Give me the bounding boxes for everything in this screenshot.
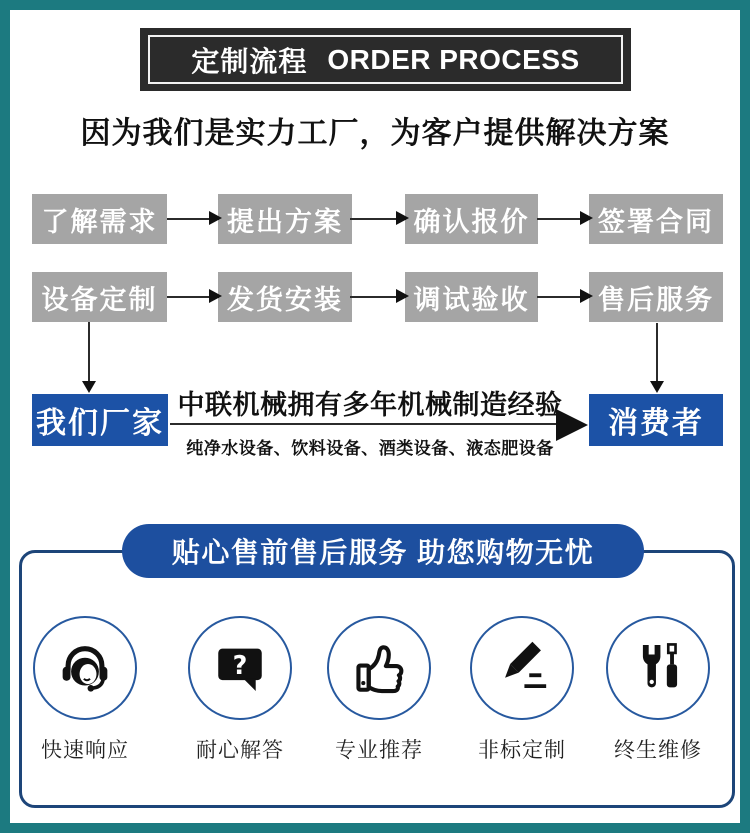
arrow-right-icon	[167, 296, 219, 298]
flow-step-sign-contract: 签署合同	[589, 194, 723, 244]
section-title-banner	[140, 28, 631, 91]
arrow-right-icon	[350, 296, 406, 298]
service-item-professional-recommendation	[319, 616, 439, 764]
arrow-right-icon	[167, 218, 219, 220]
arrow-right-icon	[537, 296, 590, 298]
bridge-subline: 纯净水设备、饮料设备、酒类设备、液态肥设备	[186, 439, 554, 458]
service-item-lifetime-maintenance	[598, 616, 718, 764]
factory-label-box: 我们厂家	[32, 394, 168, 446]
title-zh: 定制流程	[191, 45, 308, 77]
flow-step-confirm-quote: 确认报价	[405, 194, 538, 244]
bridge-headline: 中联机械拥有多年机械制造经验	[177, 390, 563, 420]
service-banner: 贴心售前售后服务 助您购物无忧	[122, 524, 644, 578]
service-label: 非标定制	[478, 739, 566, 762]
question-bubble-icon	[211, 639, 269, 697]
bridge-arrow-line	[170, 423, 560, 425]
frame-border-bottom	[0, 823, 750, 833]
svg-text:?: ?	[232, 650, 248, 681]
headset-icon	[56, 639, 114, 697]
wrench-screwdriver-icon	[629, 639, 687, 697]
title-en: ORDER PROCESS	[327, 43, 580, 75]
flow-step-shipping-installation: 发货安装	[218, 272, 352, 322]
flow-step-understand-needs: 了解需求	[32, 194, 167, 244]
flow-step-after-sales-service: 售后服务	[589, 272, 723, 322]
service-label: 终生维修	[614, 739, 702, 762]
service-label: 专业推荐	[335, 739, 423, 762]
frame-border-top	[0, 0, 750, 10]
flow-step-equipment-customization: 设备定制	[32, 272, 167, 322]
arrow-down-icon	[88, 322, 90, 382]
thumbs-up-icon	[350, 639, 408, 697]
service-item-fast-response	[25, 616, 145, 764]
pencil-icon	[493, 639, 551, 697]
arrow-right-icon	[537, 218, 590, 220]
service-label: 快速响应	[41, 739, 129, 762]
flow-step-debugging-acceptance: 调试验收	[405, 272, 538, 322]
consumer-label-box: 消费者	[589, 394, 723, 446]
service-item-patient-answers	[180, 616, 300, 764]
flow-step-propose-plan: 提出方案	[218, 194, 352, 244]
service-label: 耐心解答	[196, 739, 284, 762]
service-item-custom-design	[462, 616, 582, 764]
arrow-down-icon	[656, 323, 658, 382]
arrow-right-icon	[350, 218, 406, 220]
subtitle: 因为我们是实力工厂，为客户提供解决方案	[80, 117, 670, 150]
